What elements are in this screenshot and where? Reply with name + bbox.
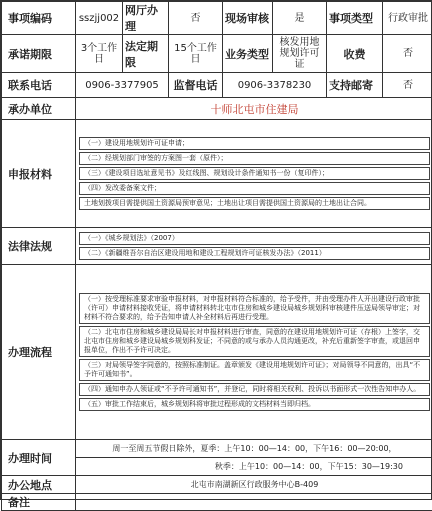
address-label: 办公地点 xyxy=(2,476,76,494)
hours-label: 办理时间 xyxy=(2,440,76,476)
material-item: （三）《建设项目选址意见书》及红线图、规划设计条件通知书一份（复印件）； xyxy=(79,167,430,180)
onsite-review-label: 现场审核 xyxy=(223,2,273,35)
legal-period-label: 法定期限 xyxy=(123,35,169,73)
mail-support-label: 支持邮寄 xyxy=(327,73,383,98)
business-type-label: 业务类型 xyxy=(223,35,273,73)
handling-unit-value: 十师北屯市住建局 xyxy=(76,98,432,120)
material-item: 土地划拨项目需提供国土资源局预审意见；土地出让项目需提供国土资源局的土地出让合同。 xyxy=(79,197,430,210)
hours-line-2: 秋季：上午10：00—14：00，下午15：30—19:30 xyxy=(76,458,432,475)
row-remark xyxy=(2,494,432,511)
process-step: （三）对局领导签字同意的，按照标准制证。盖章颁发《建设用地规划许可证》；对局领导不同意的，出具“不予许可通知书”。 xyxy=(79,359,430,381)
row-materials xyxy=(2,120,432,228)
item-type-value: 行政审批 xyxy=(383,2,432,35)
row-basic-1 xyxy=(2,2,432,35)
laws-label: 法律法规 xyxy=(2,228,76,265)
promised-period-label: 承诺期限 xyxy=(2,35,76,73)
business-type-value: 核发用地规划许可证 xyxy=(273,35,327,73)
contact-phone-label: 联系电话 xyxy=(2,73,76,98)
fee-value: 否 xyxy=(383,35,432,73)
law-item: （一）《城乡规划法》（2007） xyxy=(79,232,430,245)
item-code-label: 事项编码 xyxy=(2,2,76,35)
process-label: 办理流程 xyxy=(2,265,76,440)
row-basic-2 xyxy=(2,35,432,73)
online-handling-label: 网厅办理 xyxy=(123,2,169,35)
legal-period-value: 15个工作日 xyxy=(169,35,223,73)
item-code-value: sszjj002 xyxy=(76,2,123,35)
mail-support-value: 否 xyxy=(383,73,432,98)
process-list xyxy=(76,292,432,412)
row-laws xyxy=(2,228,432,265)
material-item: （四）发改委备案文件； xyxy=(79,182,430,195)
contact-phone-value: 0906-3377905 xyxy=(76,73,169,98)
supervision-phone-value: 0906-3378230 xyxy=(223,73,327,98)
handling-unit-label: 承办单位 xyxy=(2,98,76,120)
process-step: （二）北屯市住房和城乡建设局局长对申报材料进行审查，同意的在建设用地规划许可证（存根）上签字，交北屯市住房和城乡建设局城乡规划科发证；不同意的或与承办人员沟通更改，补充后重新签字审查，或退回申报单位，作出不予许可决定。 xyxy=(79,326,430,357)
process-step: （五）审批工作结束后，城乡规划科将审批过程形成的文档材料当即归档。 xyxy=(79,398,430,411)
material-item: （二）经规划部门审签的方案图一套（原件）； xyxy=(79,152,430,165)
laws-list xyxy=(76,231,432,261)
row-basic-3 xyxy=(2,73,432,98)
row-process xyxy=(2,265,432,440)
fee-label: 收费 xyxy=(327,35,383,73)
service-info-table xyxy=(1,1,432,511)
address-value: 北屯市南湖新区行政服务中心B-409 xyxy=(76,476,432,494)
process-step: （四）通知申办人领证或“不予许可通知书”，并登记，同时将相关权利、投诉以书面形式一次性告知申办人。 xyxy=(79,383,430,396)
row-unit xyxy=(2,98,432,120)
hours-line-1: 周一至周五节假日除外，夏季：上午10：00—14：00，下午16：00—20:00， xyxy=(76,440,432,458)
remark-value xyxy=(76,494,432,511)
law-item: （二）《新疆维吾尔自治区建设用地和建设工程规划许可证核发办法》（2011） xyxy=(79,247,430,260)
item-type-label: 事项类型 xyxy=(327,2,383,35)
promised-period-value: 3个工作日 xyxy=(76,35,123,73)
process-step: （一）按受理标准要求审验申报材料，对申报材料符合标准的，给予受件，并由受理办件人开出建设行政审批（许可）申请材料接收凭证，将申请材料转北屯市住房和城乡建设局城乡规划科审核建件压送局领导审定；对材料不符合要求的，给予告知申请人补全材料后再进行受理。 xyxy=(79,293,430,324)
row-address xyxy=(2,476,432,494)
material-item: （一）建设用地规划许可证申请； xyxy=(79,137,430,150)
row-hours xyxy=(2,440,432,476)
online-handling-value: 否 xyxy=(169,2,223,35)
onsite-review-value: 是 xyxy=(273,2,327,35)
materials-label: 申报材料 xyxy=(2,120,76,228)
remark-label: 备注 xyxy=(2,494,76,511)
supervision-phone-label: 监督电话 xyxy=(169,73,223,98)
materials-list xyxy=(76,136,432,211)
